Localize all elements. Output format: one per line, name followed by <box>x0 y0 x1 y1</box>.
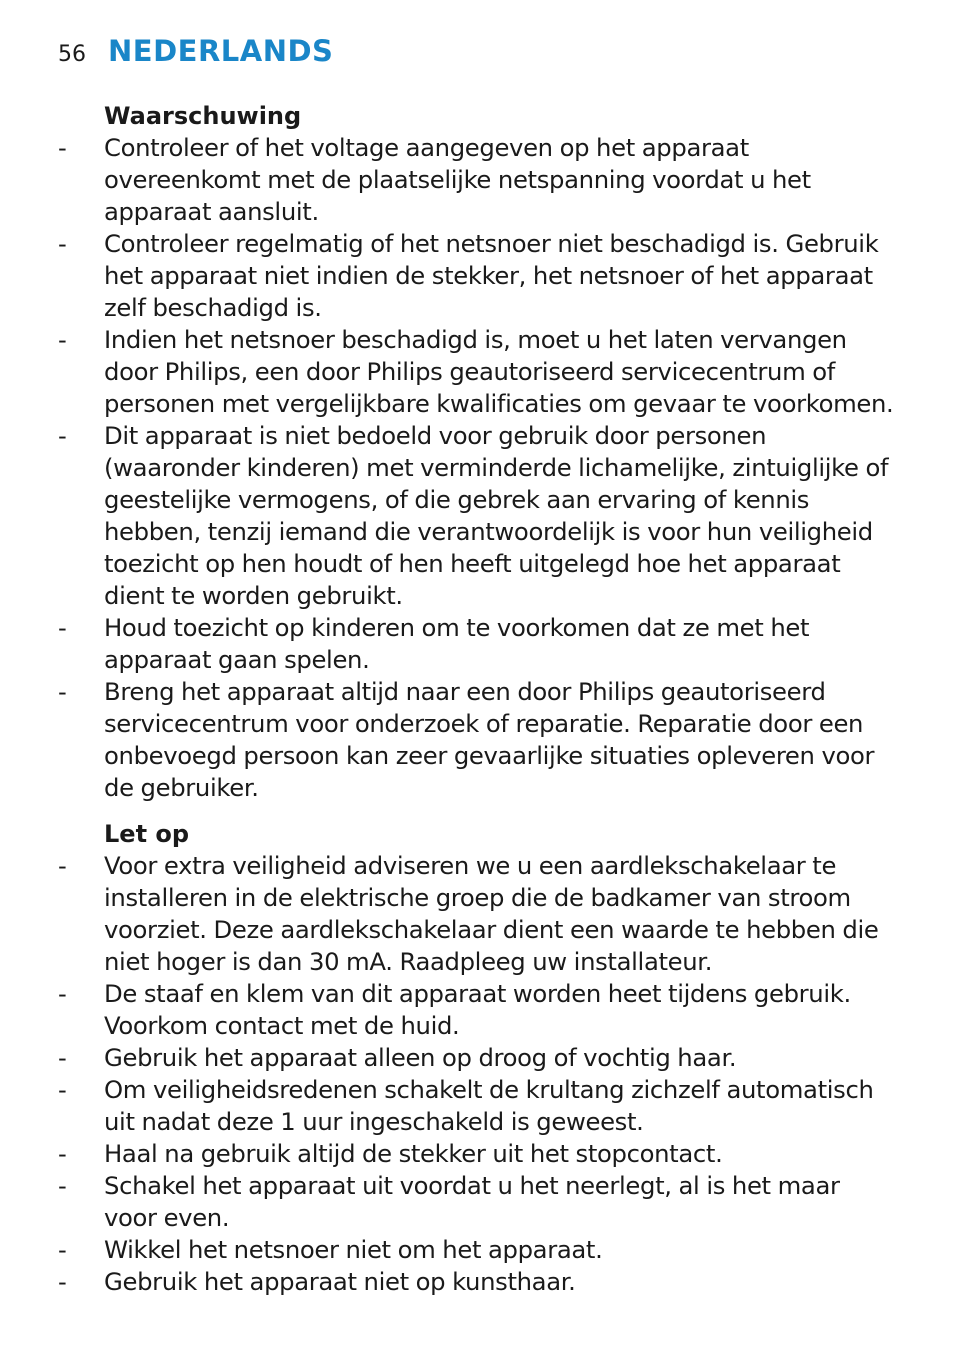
list-item-text: De staaf en klem van dit apparaat worden heet tijdens gebruik. Voorkom contact met de huid. <box>104 979 851 1040</box>
list-item <box>58 1234 898 1266</box>
section-title: NEDERLANDS <box>108 34 334 68</box>
list-item-text: Wikkel het netsnoer niet om het apparaat. <box>104 1235 603 1264</box>
bullet-dash: - <box>58 1075 67 1104</box>
list-item-text: Houd toezicht op kinderen om te voorkomen dat ze met het apparaat gaan spelen. <box>104 613 810 674</box>
warning-heading: Waarschuwing <box>104 102 302 130</box>
bullet-dash: - <box>58 229 67 258</box>
bullet-dash: - <box>58 421 67 450</box>
list-item-text: Controleer regelmatig of het netsnoer niet beschadigd is. Gebruik het apparaat niet indien de stekker, het netsnoer of het apparaat zelf beschadigd is. <box>104 229 879 322</box>
list-item <box>58 324 898 420</box>
bullet-dash: - <box>58 677 67 706</box>
caution-list <box>58 850 898 1298</box>
list-item-text: Dit apparaat is niet bedoeld voor gebruik door personen (waaronder kinderen) met verminderde lichamelijke, zintuiglijke of geestelijke vermogens, of die gebrek aan ervaring of kennis hebben, tenzij iemand die verantwoordelijk is voor hun veiligheid toezicht op hen houdt of hen heeft uitgelegd hoe het apparaat dient te worden gebruikt. <box>104 421 889 610</box>
list-item <box>58 1266 898 1298</box>
bullet-dash: - <box>58 1171 67 1200</box>
list-item <box>58 132 898 228</box>
bullet-dash: - <box>58 1043 67 1072</box>
list-item <box>58 612 898 676</box>
list-item-text: Indien het netsnoer beschadigd is, moet u het laten vervangen door Philips, een door Philips geautoriseerd servicecentrum of personen met vergelijkbare kwalificaties om gevaar te voorkomen. <box>104 325 894 418</box>
list-item-text: Schakel het apparaat uit voordat u het neerlegt, al is het maar voor even. <box>104 1171 840 1232</box>
document-body <box>58 100 898 1298</box>
list-item <box>58 1074 898 1138</box>
bullet-dash: - <box>58 1139 67 1168</box>
bullet-dash: - <box>58 1235 67 1264</box>
list-item <box>58 850 898 978</box>
bullet-dash: - <box>58 325 67 354</box>
bullet-dash: - <box>58 979 67 1008</box>
bullet-dash: - <box>58 613 67 642</box>
list-item <box>58 420 898 612</box>
page-number: 56 <box>58 42 86 67</box>
list-item <box>58 1042 898 1074</box>
bullet-dash: - <box>58 851 67 880</box>
page-header <box>58 34 333 68</box>
list-item-text: Om veiligheidsredenen schakelt de krultang zichzelf automatisch uit nadat deze 1 uur ingeschakeld is geweest. <box>104 1075 874 1136</box>
list-item-text: Controleer of het voltage aangegeven op het apparaat overeenkomt met de plaatselijke netspanning voordat u het apparaat aansluit. <box>104 133 811 226</box>
list-item-text: Haal na gebruik altijd de stekker uit het stopcontact. <box>104 1139 723 1168</box>
bullet-dash: - <box>58 133 67 162</box>
list-item <box>58 1170 898 1234</box>
list-item-text: Gebruik het apparaat niet op kunsthaar. <box>104 1267 576 1296</box>
list-item <box>58 1138 898 1170</box>
list-item-text: Voor extra veiligheid adviseren we u een aardlekschakelaar te installeren in de elektrische groep die de badkamer van stroom voorziet. Deze aardlekschakelaar dient een waarde te hebben die niet hoger is dan 30 mA. Raadpleeg uw installateur. <box>104 851 879 976</box>
bullet-dash: - <box>58 1267 67 1296</box>
list-item <box>58 676 898 804</box>
list-item-text: Gebruik het apparaat alleen op droog of vochtig haar. <box>104 1043 737 1072</box>
warning-list <box>58 132 898 804</box>
list-item-text: Breng het apparaat altijd naar een door Philips geautoriseerd servicecentrum voor onderzoek of reparatie. Reparatie door een onbevoegd persoon kan zeer gevaarlijke situaties opleveren voor de gebruiker. <box>104 677 875 802</box>
list-item <box>58 978 898 1042</box>
caution-heading: Let op <box>104 820 190 848</box>
list-item <box>58 228 898 324</box>
